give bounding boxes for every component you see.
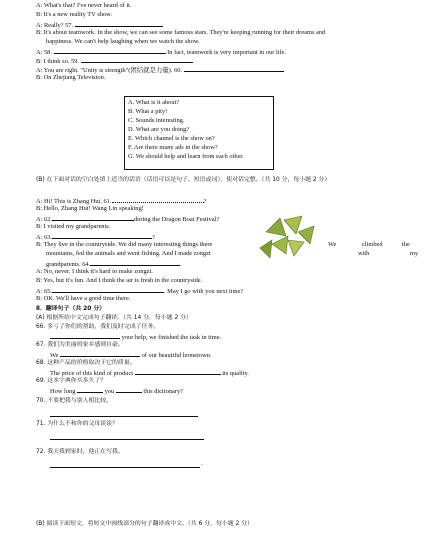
question-70: 70. 不要把我与别人相比较。 [36,398,113,404]
dialogue-word: with [358,250,370,257]
dialogue-word: my [410,250,419,257]
answer-blank[interactable] [90,259,180,266]
section-2a-title: (A) 根据所给中文完成句子翻译。（共 14 分，每小题 2 分） [36,315,192,321]
answer-blank[interactable] [116,386,142,393]
option-item: E. Which channel is the show on? [128,135,215,142]
section-2-title: Ⅱ．翻译句子（共 20 分） [36,306,106,312]
answer-blank[interactable] [75,20,163,27]
question-66: 66. 多亏了你们的帮助，我们及时完成了任务。 [36,324,160,330]
dialogue-line: B: I visited my grandparents. [36,223,111,230]
answer-blank[interactable] [54,47,166,54]
answer-blank[interactable] [52,286,164,293]
dialogue-line: B: On Zhejiang Television. [36,74,106,81]
dialogue-line: B: It's a new reality TV show. [36,11,112,18]
dialogue-line: grandparents. 64. . [46,261,182,268]
zongzi-image [258,210,318,260]
dialogue-word: We [328,241,337,248]
answer-blank[interactable] [77,386,103,393]
dialogue-line: A: 62. during the Dragon Boat Festival? [36,216,220,223]
answer-line[interactable] [50,439,204,440]
dialogue-line: A: 63. ? [36,234,155,241]
answer-blank[interactable] [52,214,134,221]
section-b-title: (B) 在下面对话的空白处填上适当的话语（话语可以是句子、短语或词），使对话完整。（共 10 分，每小题 2 分） [36,177,331,183]
option-item: F. Are there many ads in the show? [128,144,218,151]
answer-line: How long you this dictionary? [50,388,183,395]
answer-line: The price of this kind of product its quality. [50,370,249,377]
answer-blank[interactable] [81,56,193,63]
answer-blank[interactable] [60,350,140,357]
question-67: 67. 我们为美丽的家乡感到自豪。 [36,342,124,348]
option-item: B. What a pity! [128,108,168,115]
answer-line[interactable] [50,416,198,417]
dialogue-line: B: Hello, Zhang Hui! Wang Lin speaking! [36,205,144,212]
answer-blank[interactable] [52,232,152,239]
question-72: 72. 我天我到家时，他正在写我。 [36,449,124,455]
period-mark: . [201,460,203,467]
dialogue-line: A: You are right. "Unity is strength"(团结就是力量). 60. [36,65,284,75]
options-box [124,96,274,170]
dialogue-line: B: It's about teamwork. In the show, we can see some famous stars. They're keeping running for their dreams and [36,29,326,36]
answer-line: We of our beautiful hometown. [50,352,212,359]
question-68: 68. 这种产品的价格取决于它的质量。 [36,360,136,366]
answer-line[interactable] [50,467,200,468]
dialogue-line: B: I think so. 59. [36,56,193,66]
dialogue-line: A: Really? 57. [36,20,163,30]
dialogue-line: B: They live in the countryside. We did many interesting things there [36,241,213,248]
answer-blank[interactable] [184,65,284,72]
dialogue-word: climbed [362,241,383,248]
dialogue-line: B: Yes, but it's fun. And I think the air is fresh in the countryside. [36,277,203,284]
dialogue-line: mountains, fed the animals and went fishing. And I made zongzi [46,250,211,257]
answer-line: your help, we finished the task in time. [50,332,221,342]
option-item: C. Sounds interesting. [128,117,185,124]
dialogue-line: A: 65. . May I go with you next time? [36,288,244,295]
dialogue-line: A: 58. In fact, teamwork is very important in our life. [36,49,287,56]
dialogue-line: A: What's that? I've never heard of it. [36,2,132,9]
question-69: 69. 这本字典你买多久了？ [36,378,107,384]
dialogue-line: B: OK. We'll have a good time there. [36,295,131,302]
dialogue-line: happiness. We can't help laughing when we watch the show. [46,38,200,45]
answer-blank[interactable] [50,332,120,339]
section-2b-title: (B) 阅读下面短文，将短文中画线部分的句子翻译成中文。（共 6 分，每小题 2 分） [36,521,253,527]
dialogue-word: the [402,241,410,248]
dialogue-line: A: No, never. I think it's hard to make zongzi. [36,268,153,275]
option-item: D. What are you doing? [128,126,190,133]
dialogue-line: A: Hi! This is Zhang Hui. 61. ? [36,198,207,205]
question-71: 71. 为什么不和你的父母谈谈？ [36,421,118,427]
option-item: A. What is it about? [128,99,180,106]
answer-blank[interactable] [135,368,221,375]
answer-blank[interactable] [112,196,204,203]
option-item: G. We should help and learn from each other. [128,153,244,160]
